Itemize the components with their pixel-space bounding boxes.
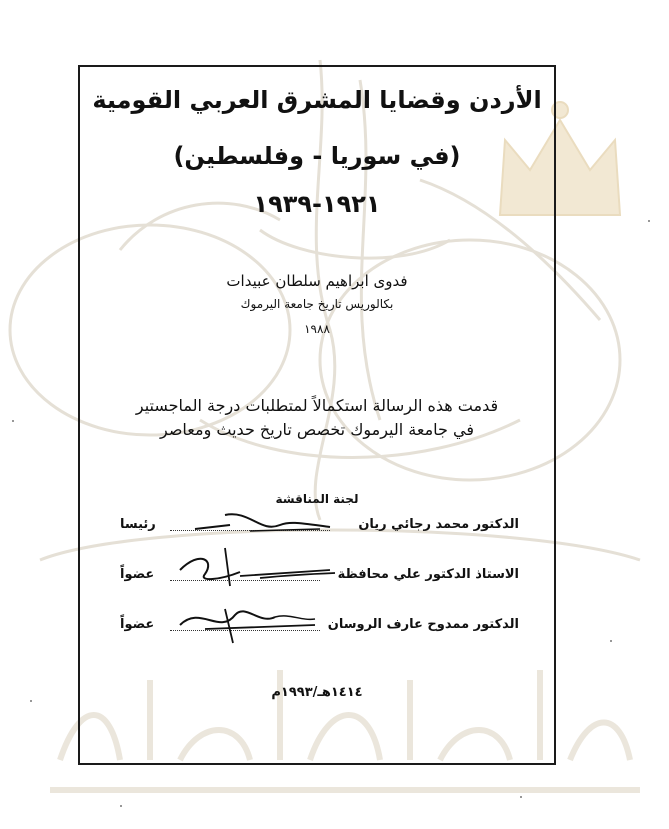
committee-member-role: رئيسا: [120, 517, 156, 532]
scan-speck: [120, 805, 122, 807]
submission-date: ١٤١٤هـ/١٩٩٣م: [271, 685, 363, 700]
thesis-title: الأردن وقضايا المشرق العربي القومية: [92, 86, 542, 114]
committee-member-role: عضواً: [120, 617, 155, 632]
committee-member-name: الدكتور محمد رجائي ريان: [358, 517, 519, 532]
signature-3: [165, 595, 335, 645]
committee-member-role: عضواً: [120, 567, 155, 582]
author-name: فدوى ابراهيم سلطان عبيدات: [226, 272, 408, 290]
author-degree: بكالوريس تاريخ جامعة اليرموك: [240, 297, 394, 311]
submission-statement: قدمت هذه الرسالة استكمالاً لمتطلبات درجة الماجستير: [135, 396, 499, 415]
thesis-subtitle: (في سوريا - وفلسطين): [173, 142, 461, 170]
scan-speck: [610, 640, 612, 642]
thesis-years: ١٩٢١-١٩٣٩: [253, 190, 381, 218]
scan-speck: [648, 220, 650, 222]
scan-speck: [30, 700, 32, 702]
submission-statement-line2: في جامعة اليرموك تخصص تاريخ حديث ومعاصر: [160, 420, 474, 439]
committee-heading: لجنة المناقشة: [275, 492, 359, 506]
signature-1: [190, 505, 340, 539]
author-year: ١٩٨٨: [304, 322, 330, 336]
signature-2: [170, 540, 340, 590]
committee-member-name: الدكتور ممدوح عارف الروسان: [327, 617, 519, 632]
scan-speck: [520, 796, 522, 798]
page-border: [78, 65, 556, 765]
committee-member-name: الاستاذ الدكتور علي محافظة: [337, 567, 519, 582]
scan-speck: [12, 420, 14, 422]
